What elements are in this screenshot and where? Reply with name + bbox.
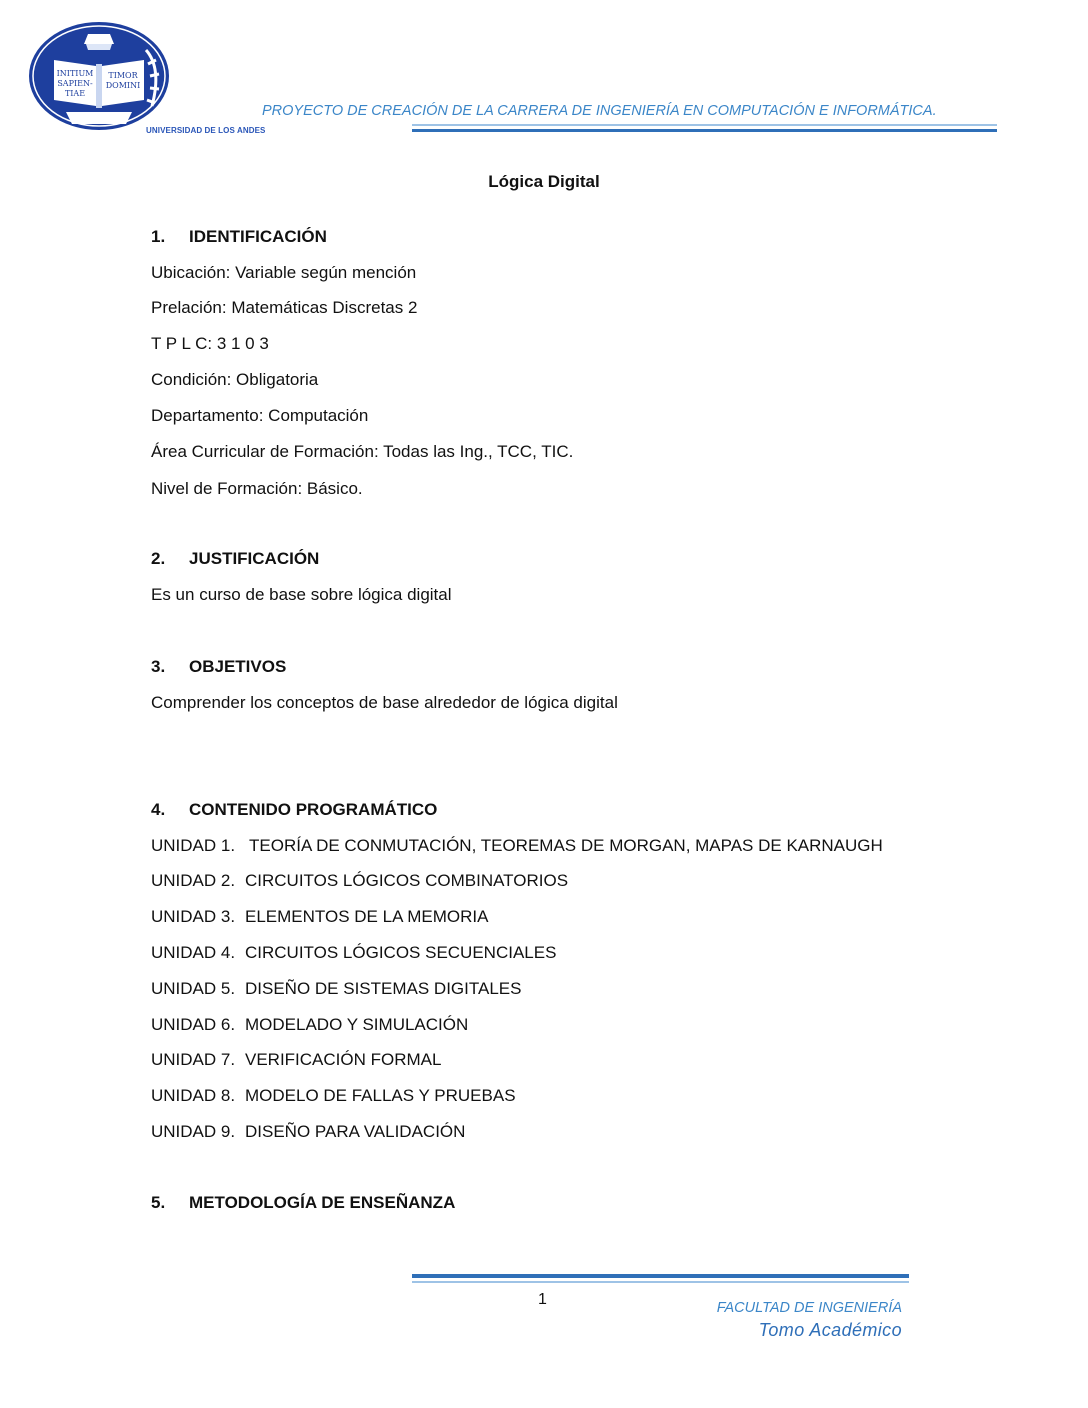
identificacion-area-curricular: Área Curricular de Formación: Todas las Ing., TCC, TIC. [151, 442, 574, 461]
seal-motto-right-1: TIMOR [108, 71, 138, 80]
section-title: METODOLOGÍA DE ENSEÑANZA [189, 1193, 456, 1212]
unit-label: UNIDAD 1. [151, 836, 236, 855]
mitre-icon [84, 34, 114, 44]
unit-label: UNIDAD 8. [151, 1086, 236, 1105]
header-rule [412, 124, 997, 134]
unit-label: UNIDAD 7. [151, 1050, 236, 1069]
unit-title: CIRCUITOS LÓGICOS SECUENCIALES [245, 943, 557, 962]
unit-title: VERIFICACIÓN FORMAL [245, 1050, 442, 1069]
objetivos-text: Comprender los conceptos de base alrededor de lógica digital [151, 693, 618, 712]
seal-icon [26, 20, 172, 132]
unit-item [151, 871, 568, 891]
seal-base-icon [66, 112, 132, 124]
section-number: 2. [151, 549, 166, 568]
unit-item [151, 943, 556, 963]
unit-item [151, 1050, 441, 1070]
unit-title: MODELO DE FALLAS Y PRUEBAS [245, 1086, 516, 1105]
unit-label: UNIDAD 4. [151, 943, 236, 962]
section-number: 4. [151, 800, 166, 819]
section-number: 3. [151, 657, 166, 676]
unit-item [151, 1122, 465, 1142]
identificacion-tplc: T P L C: 3 1 0 3 [151, 334, 269, 353]
section-heading-objetivos [151, 657, 286, 677]
unit-item [151, 1015, 468, 1035]
seal-motto-left-2: SAPIEN- [57, 79, 93, 88]
section-heading-metodologia [151, 1193, 455, 1213]
unit-label: UNIDAD 6. [151, 1015, 236, 1034]
footer-faculty: FACULTAD DE INGENIERÍA [716, 1300, 902, 1316]
identificacion-condicion: Condición: Obligatoria [151, 370, 319, 389]
project-title: PROYECTO DE CREACIÓN DE LA CARRERA DE INGENIERÍA EN COMPUTACIÓN E INFORMÁTICA. [262, 103, 937, 119]
section-heading-identificacion [151, 227, 327, 247]
footer-volume: Tomo Académico [758, 1320, 902, 1340]
unit-label: UNIDAD 2. [151, 871, 236, 890]
section-title: IDENTIFICACIÓN [189, 227, 327, 246]
section-heading-contenido [151, 800, 437, 820]
identificacion-departamento: Departamento: Computación [151, 406, 369, 425]
section-title: JUSTIFICACIÓN [189, 549, 320, 568]
unit-label: UNIDAD 9. [151, 1122, 236, 1141]
unit-label: UNIDAD 5. [151, 979, 236, 998]
book-spine-icon [96, 64, 102, 108]
unit-title: TEORÍA DE CONMUTACIÓN, TEOREMAS DE MORGAN, MAPAS DE KARNAUGH [249, 836, 883, 855]
unit-title: MODELADO Y SIMULACIÓN [245, 1015, 469, 1034]
unit-item [151, 836, 883, 856]
identificacion-prelacion: Prelación: Matemáticas Discretas 2 [151, 298, 418, 317]
seal-motto-left-1: INITIUM [56, 69, 94, 78]
page-number: 1 [538, 1291, 547, 1308]
section-title: CONTENIDO PROGRAMÁTICO [189, 800, 438, 819]
unit-title: DISEÑO PARA VALIDACIÓN [245, 1122, 466, 1141]
footer-rule [412, 1274, 909, 1286]
unit-title: CIRCUITOS LÓGICOS COMBINATORIOS [245, 871, 569, 890]
document-title: Lógica Digital [488, 172, 600, 191]
section-heading-justificacion [151, 549, 319, 569]
unit-label: UNIDAD 3. [151, 907, 236, 926]
seal-motto-left-3: TIAE [64, 89, 86, 98]
university-seal-logo [26, 20, 172, 132]
identificacion-nivel: Nivel de Formación: Básico. [151, 479, 363, 498]
unit-title: DISEÑO DE SISTEMAS DIGITALES [245, 979, 522, 998]
justificacion-text: Es un curso de base sobre lógica digital [151, 585, 452, 604]
unit-item [151, 979, 521, 999]
unit-item [151, 1086, 516, 1106]
unit-item [151, 907, 488, 927]
unit-title: ELEMENTOS DE LA MEMORIA [245, 907, 489, 926]
section-number: 1. [151, 227, 166, 246]
crown-icon [86, 44, 112, 50]
seal-motto-right-2: DOMINI [105, 81, 141, 90]
section-number: 5. [151, 1193, 166, 1212]
university-name: UNIVERSIDAD DE LOS ANDES [146, 126, 266, 135]
section-title: OBJETIVOS [189, 657, 287, 676]
identificacion-ubicacion: Ubicación: Variable según mención [151, 263, 417, 282]
